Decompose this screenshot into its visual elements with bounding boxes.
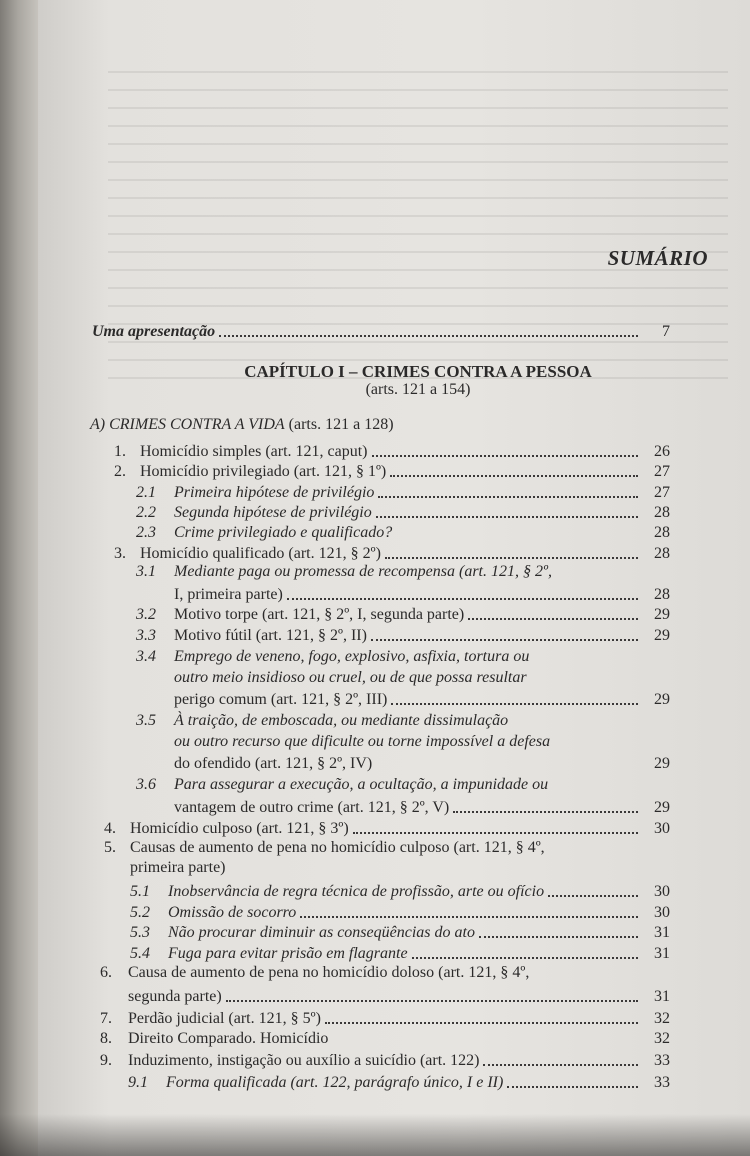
blank-leader — [332, 1042, 638, 1044]
toc-entry-label: Perdão judicial (art. 121, § 5º) — [128, 1010, 321, 1027]
toc-entry-label-cont: perigo comum (art. 121, § 2º, III) — [174, 691, 388, 708]
toc-entry-5-2[interactable] — [130, 901, 670, 923]
toc-entry-label: Uma apresentação — [92, 323, 216, 340]
toc-entry-3-2[interactable] — [136, 603, 670, 625]
toc-entry-number: 5.1 — [130, 883, 150, 900]
toc-entry-label: Emprego de veneno, fogo, explosivo, asfixia, tortura ou — [174, 648, 530, 665]
toc-entry-3-4[interactable] — [174, 688, 670, 710]
toc-entry-label: Segunda hipótese de privilégio — [174, 504, 372, 521]
toc-page-number: 31 — [654, 945, 670, 962]
dot-leader — [300, 916, 638, 918]
toc-page-number: 32 — [654, 1010, 670, 1027]
bleed-through-text — [108, 55, 728, 395]
toc-entry-3[interactable] — [114, 542, 670, 564]
toc-entry-label-cont: I, primeira parte) — [174, 586, 283, 603]
toc-entry-4[interactable] — [104, 817, 670, 839]
toc-entry-label: Motivo torpe (art. 121, § 2º, I, segunda parte) — [174, 606, 465, 623]
toc-entry-label: Homicídio simples (art. 121, caput) — [140, 443, 368, 460]
toc-page-number: 28 — [654, 524, 670, 541]
toc-entry-label: Direito Comparado. Homicídio — [128, 1030, 329, 1047]
toc-entry-label: Homicídio qualificado (art. 121, § 2º) — [140, 545, 381, 562]
toc-entry-label: Primeira hipótese de privilégio — [174, 484, 375, 501]
toc-entry-9-1[interactable] — [128, 1071, 670, 1093]
dot-leader — [226, 1000, 638, 1002]
dot-leader — [390, 475, 638, 477]
dot-leader — [548, 895, 638, 897]
toc-entry-number: 3.2 — [136, 606, 156, 623]
toc-entry-1[interactable] — [114, 440, 670, 462]
toc-page-number: 30 — [654, 820, 670, 837]
section-heading — [90, 415, 394, 435]
toc-page-number: 29 — [654, 627, 670, 644]
toc-entry-3-6[interactable] — [174, 796, 670, 818]
toc-entry-label: Mediante paga ou promessa de recompensa (art. 121, § 2º, — [174, 563, 552, 580]
toc-entry-number: 3.4 — [136, 648, 156, 665]
toc-entry-number: 9.1 — [128, 1074, 148, 1091]
toc-entry-5-1[interactable] — [130, 880, 670, 902]
toc-entry-3-5-line1 — [136, 711, 508, 731]
toc-entry-6-line1 — [100, 963, 529, 983]
toc-entry-number: 4. — [104, 820, 116, 837]
toc-entry-number: 3.6 — [136, 776, 156, 793]
toc-entry-label: Homicídio privilegiado (art. 121, § 1º) — [140, 463, 387, 480]
toc-entry-3-6-line1 — [136, 775, 548, 795]
toc-entry-3-1-line1 — [136, 562, 552, 582]
dot-leader — [372, 455, 638, 457]
toc-entry-label-cont: do ofendido (art. 121, § 2º, IV) — [174, 755, 373, 772]
toc-entry-number: 3.1 — [136, 563, 156, 580]
toc-entry-5-line1[interactable] — [104, 838, 545, 858]
toc-page-number: 27 — [654, 463, 670, 480]
toc-page-number: 29 — [654, 755, 670, 772]
toc-entry-number: 3. — [114, 545, 126, 562]
toc-page-number: 33 — [654, 1074, 670, 1091]
toc-entry-number: 3.5 — [136, 712, 156, 729]
toc-entry-label-cont: segunda parte) — [128, 988, 222, 1005]
toc-entry-number: 2.1 — [136, 484, 156, 501]
toc-entry-number: 2.3 — [136, 524, 156, 541]
toc-entry-number: 5.2 — [130, 904, 150, 921]
toc-entry-label-cont: vantagem de outro crime (art. 121, § 2º, V) — [174, 799, 450, 816]
dot-leader — [483, 1064, 638, 1066]
dot-leader — [378, 496, 638, 498]
toc-entry-label: Fuga para evitar prisão em flagrante — [168, 945, 408, 962]
toc-page-number: 30 — [654, 904, 670, 921]
toc-page-number: 31 — [654, 988, 670, 1005]
toc-page-number: 28 — [654, 504, 670, 521]
toc-page-number: 30 — [654, 883, 670, 900]
toc-entry-3-5-line2: ou outro recurso que dificulte ou torne impossível a defesa — [174, 733, 551, 750]
toc-entry-3-1[interactable] — [174, 583, 670, 605]
toc-entry-label-italic: Forma qualificada (art. 122, parágrafo único, I e II) — [166, 1074, 504, 1091]
blank-leader — [376, 767, 638, 769]
blank-leader — [396, 536, 638, 538]
dot-leader — [507, 1086, 638, 1088]
toc-entry-number: 2. — [114, 463, 126, 480]
toc-page-number: 32 — [654, 1030, 670, 1047]
toc-entry-label: À traição, de emboscada, ou mediante dissimulação — [174, 712, 509, 729]
toc-page-number: 31 — [654, 924, 670, 941]
toc-page-number: 7 — [662, 323, 670, 340]
toc-entry-5-3[interactable] — [130, 921, 670, 943]
toc-entry-number: 1. — [114, 443, 126, 460]
toc-page-number: 28 — [654, 545, 670, 562]
toc-entry-8[interactable] — [100, 1027, 670, 1049]
toc-entry-label — [166, 1073, 503, 1093]
toc-entry-label: Para assegurar a execução, a ocultação, a impunidade ou — [174, 776, 549, 793]
toc-entry-6[interactable] — [128, 985, 670, 1007]
toc-page-number: 28 — [654, 586, 670, 603]
dot-leader — [219, 335, 638, 337]
toc-entry-label: Homicídio culposo (art. 121, § 3º) — [130, 820, 349, 837]
toc-entry-label: Crime privilegiado e qualificado? — [174, 524, 393, 541]
toc-page-number: 29 — [654, 799, 670, 816]
toc-page-number: 26 — [654, 443, 670, 460]
toc-entry-number: 2.2 — [136, 504, 156, 521]
page-title: SUMÁRIO — [607, 246, 708, 270]
toc-entry-number: 6. — [100, 964, 112, 981]
dot-leader — [353, 832, 638, 834]
dot-leader — [468, 618, 638, 620]
dot-leader — [479, 936, 638, 938]
toc-entry-number: 7. — [100, 1010, 112, 1027]
toc-entry-3-4-line2: outro meio insidioso ou cruel, ou de que possa resultar — [174, 669, 527, 686]
toc-page-number: 27 — [654, 484, 670, 501]
toc-entry-number: 5. — [104, 839, 116, 856]
toc-entry-number: 3.3 — [136, 627, 156, 644]
toc-entry-9[interactable] — [100, 1049, 670, 1071]
dot-leader — [371, 639, 638, 641]
toc-entry-3-3[interactable] — [136, 624, 670, 646]
chapter-range: (arts. 121 a 154) — [365, 381, 471, 398]
toc-page-number: 33 — [654, 1052, 670, 1069]
toc-entry-number: 8. — [100, 1030, 112, 1047]
toc-entry-5-4[interactable] — [130, 942, 670, 964]
dot-leader — [412, 957, 638, 959]
book-page — [38, 0, 750, 1156]
toc-entry-2-2[interactable] — [136, 501, 670, 523]
toc-entry-label: Causa de aumento de pena no homicídio doloso (art. 121, § 4º, — [128, 964, 530, 981]
toc-entry-3-4-line1 — [136, 647, 529, 667]
toc-entry-label: Causas de aumento de pena no homicídio culposo (art. 121, § 4º, — [130, 839, 545, 856]
dot-leader — [453, 811, 638, 813]
toc-entry-2-1[interactable] — [136, 481, 670, 503]
dot-leader — [376, 516, 638, 518]
dot-leader — [325, 1022, 638, 1024]
section-range: (arts. 121 a 128) — [288, 416, 394, 433]
book-spine-shadow — [0, 0, 40, 1156]
toc-entry-label: Motivo fútil (art. 121, § 2º, II) — [174, 627, 367, 644]
toc-entry-3-5[interactable] — [174, 752, 670, 774]
toc-entry-number: 9. — [100, 1052, 112, 1069]
toc-entry-7[interactable] — [100, 1007, 670, 1029]
toc-entry-number: 5.4 — [130, 945, 150, 962]
toc-entry-2-3[interactable] — [136, 521, 670, 543]
toc-page-number: 29 — [654, 691, 670, 708]
toc-entry-5-line2: primeira parte) — [130, 859, 226, 876]
toc-entry-label: Inobservância de regra técnica de profissão, arte ou ofício — [168, 883, 545, 900]
dot-leader — [385, 557, 638, 559]
bottom-shadow — [0, 1114, 750, 1156]
dot-leader — [391, 703, 638, 705]
section-label: A) CRIMES CONTRA A VIDA — [90, 416, 285, 433]
toc-entry-2[interactable] — [114, 460, 670, 482]
toc-entry-intro[interactable] — [92, 320, 670, 342]
toc-entry-label: Omissão de socorro — [168, 904, 297, 921]
dot-leader — [287, 598, 638, 600]
toc-page-number: 29 — [654, 606, 670, 623]
chapter-title: CAPÍTULO I – CRIMES CONTRA A PESSOA — [244, 362, 592, 381]
toc-entry-number: 5.3 — [130, 924, 150, 941]
toc-entry-label: Induzimento, instigação ou auxílio a suicídio (art. 122) — [128, 1052, 480, 1069]
toc-entry-label: Não procurar diminuir as conseqüências do ato — [168, 924, 475, 941]
